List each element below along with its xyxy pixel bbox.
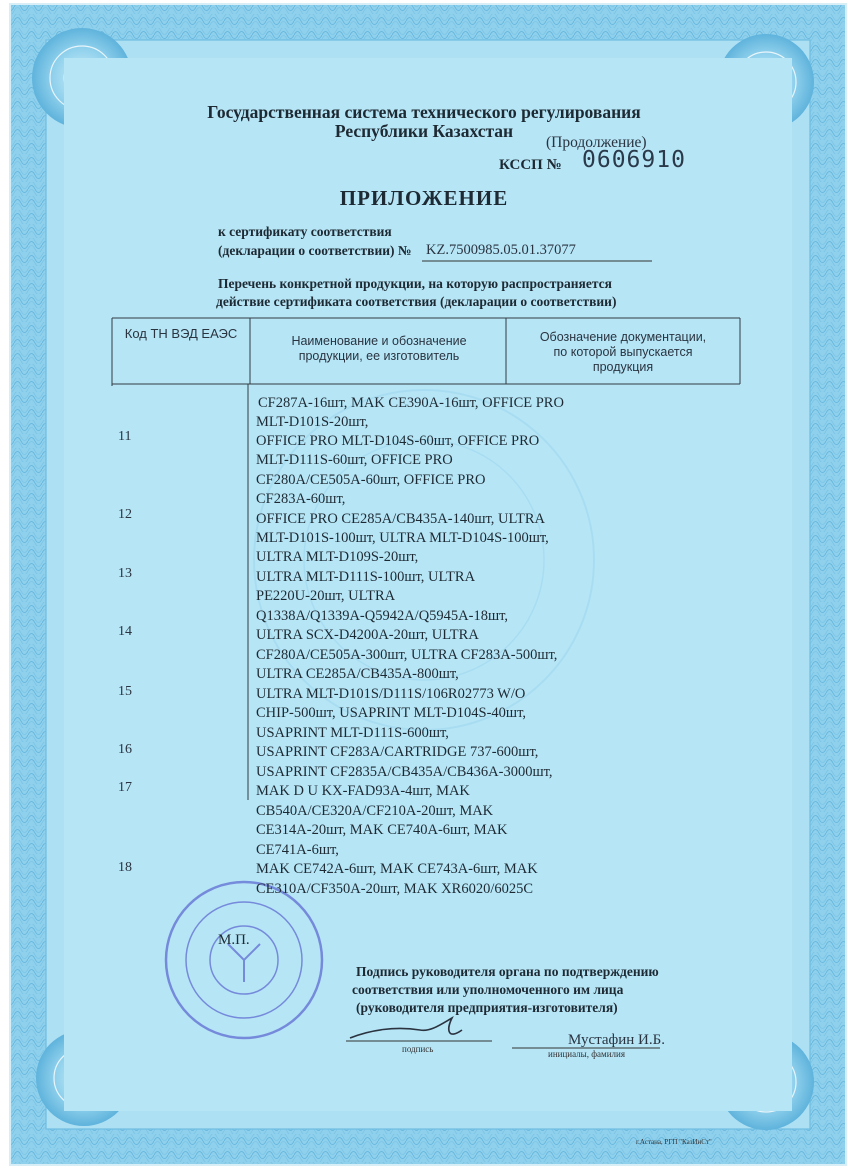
row-number: 13 <box>118 566 132 581</box>
product-line: MLT-D101S-100шт, ULTRA MLT-D104S-100шт, <box>256 530 549 546</box>
table-header-name-line1: Наименование и обозначение <box>291 334 467 348</box>
row-number: 11 <box>118 429 132 444</box>
product-line: ULTRA SCX-D4200A-20шт, ULTRA <box>256 627 479 643</box>
product-line: PE220U-20шт, ULTRA <box>256 588 396 604</box>
product-line: MAK D U KX-FAD93A-4шт, MAK <box>256 783 470 799</box>
name-caption: инициалы, фамилия <box>548 1049 625 1059</box>
table-header-doc-line3: продукция <box>592 360 654 374</box>
product-line: CF287A-16шт, MAK CE390A-16шт, OFFICE PRO <box>258 395 564 411</box>
product-line: ULTRA MLT-D111S-100шт, ULTRA <box>256 569 476 585</box>
table-header-name-line2: продукции, ее изготовитель <box>298 349 460 363</box>
product-line: USAPRINT CF283A/CARTRIDGE 737-600шт, <box>256 744 539 760</box>
product-line: CB540A/CE320A/CF210A-20шт, MAK <box>256 803 494 819</box>
product-line: CF280A/CE505A-60шт, OFFICE PRO <box>256 472 486 488</box>
product-line: CHIP-500шт, USAPRINT MLT-D104S-40шт, <box>256 705 526 721</box>
certificate-line1: к сертификату соответствия <box>218 224 392 239</box>
product-line: CF280A/CE505A-300шт, ULTRA CF283A-500шт, <box>256 647 558 663</box>
table-header-doc <box>506 330 740 375</box>
product-line: ULTRA MLT-D101S/D111S/106R02773 W/O <box>256 686 526 702</box>
product-line: USAPRINT MLT-D111S-600шт, <box>256 725 449 741</box>
product-line: CE314A-20шт, MAK CE740A-6шт, MAK <box>256 822 508 838</box>
list-heading-line1: Перечень конкретной продукции, на которую распространяется <box>218 276 612 291</box>
kssp-label: КССП № <box>499 157 562 173</box>
list-heading-line2: действие сертификата соответствия (декларации о соответствии) <box>216 294 617 309</box>
signature-caption-line1: Подпись руководителя органа по подтверждению <box>356 964 659 979</box>
certificate-number: KZ.7500985.05.01.37077 <box>426 242 576 258</box>
product-line: CE310A/CF350A-20шт, MAK XR6020/6025C <box>256 881 534 897</box>
printer-note: г.Астана, РГП "КазИнСт" <box>636 1138 712 1146</box>
table-header-doc-line1: Обозначение документации, <box>539 330 707 344</box>
signatory-name: Мустафин И.Б. <box>568 1032 665 1048</box>
continuation-label: (Продолжение) <box>546 134 647 151</box>
product-line: ULTRA MLT-D109S-20шт, <box>256 549 419 565</box>
page-title: ПРИЛОЖЕНИЕ <box>339 186 509 210</box>
product-line: MAK CE742A-6шт, MAK CE743A-6шт, MAK <box>256 861 538 877</box>
row-number: 15 <box>118 684 132 699</box>
table-header-code: Код ТН ВЭД ЕАЭС <box>124 326 238 341</box>
header-line2: Республики Казахстан <box>334 121 514 141</box>
row-number: 14 <box>118 624 132 639</box>
header-line1: Государственная система технического регулирования <box>207 102 641 122</box>
product-line: Q1338A/Q1339A-Q5942A/Q5945A-18шт, <box>256 608 509 624</box>
table-header-doc-line2: по которой выпускается <box>553 345 693 359</box>
row-number: 16 <box>118 742 132 757</box>
product-line: USAPRINT CF2835A/CB435A/CB436A-3000шт, <box>256 764 553 780</box>
product-line: MLT-D101S-20шт, <box>256 414 369 430</box>
product-line: MLT-D111S-60шт, OFFICE PRO <box>256 452 453 468</box>
product-line: OFFICE PRO MLT-D104S-60шт, OFFICE PRO <box>256 433 540 449</box>
row-number: 17 <box>118 780 132 795</box>
signature-caption-line2: соответствия или уполномоченного им лица <box>352 982 624 997</box>
product-line: CE741A-6шт, <box>256 842 339 858</box>
product-line: ULTRA CE285A/CB435A-800шт, <box>256 666 459 682</box>
certificate-line2: (декларации о соответствии) № <box>218 243 412 258</box>
product-line: CF283A-60шт, <box>256 491 346 507</box>
table-header-name <box>252 334 506 364</box>
row-number: 12 <box>118 507 132 522</box>
product-line: OFFICE PRO CE285A/CB435A-140шт, ULTRA <box>256 511 545 527</box>
row-number: 18 <box>118 860 132 875</box>
signature-caption-line3: (руководителя предприятия-изготовителя) <box>356 1000 618 1015</box>
sign-caption: подпись <box>402 1044 434 1054</box>
mp-label: М.П. <box>218 932 250 948</box>
kssp-number: 0606910 <box>582 147 686 173</box>
